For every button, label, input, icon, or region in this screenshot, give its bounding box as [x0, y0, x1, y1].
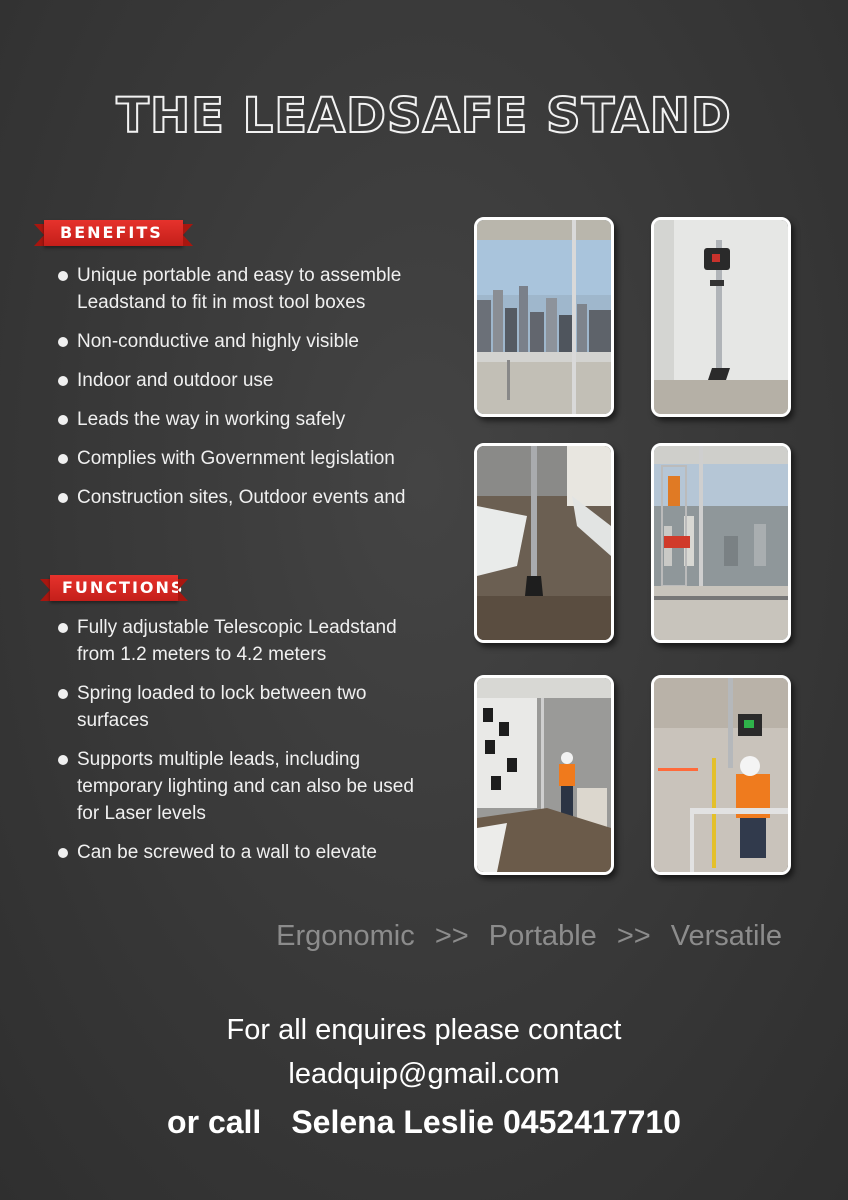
- bullet-icon: [58, 376, 68, 386]
- list-item: Unique portable and easy to assemble Leadstand to fit in most tool boxes: [56, 262, 426, 316]
- page-title: THE LEADSAFE STAND: [116, 88, 732, 144]
- list-item: Fully adjustable Telescopic Leadstand from 1.2 meters to 4.2 meters: [56, 614, 426, 668]
- tagline-separator: >>: [434, 920, 469, 952]
- bullet-icon: [58, 337, 68, 347]
- benefits-list: [56, 262, 426, 523]
- tagline-word-ergonomic: Ergonomic: [276, 920, 415, 952]
- bullet-icon: [58, 689, 68, 699]
- photo-wall-mount: [651, 217, 791, 417]
- functions-ribbon: [40, 575, 188, 601]
- functions-heading: FUNCTIONS: [50, 575, 178, 601]
- photo-site-ground: [474, 443, 614, 643]
- bullet-icon: [58, 271, 68, 281]
- bullet-icon: [58, 848, 68, 858]
- call-details: Selena Leslie 0452417710: [291, 1104, 681, 1140]
- list-item: Supports multiple leads, including temporary lighting and can also be used for Laser levels: [56, 746, 426, 827]
- list-item: Spring loaded to lock between two surfaces: [56, 680, 426, 734]
- bullet-icon: [58, 623, 68, 633]
- photo-worker-walkway: [474, 675, 614, 875]
- list-item: Can be screwed to a wall to elevate: [56, 839, 426, 866]
- list-item: Indoor and outdoor use: [56, 367, 426, 394]
- tagline-word-versatile: Versatile: [670, 920, 782, 952]
- benefits-heading: BENEFITS: [44, 220, 183, 246]
- bullet-icon: [58, 454, 68, 464]
- list-item: Complies with Government legislation: [56, 445, 426, 472]
- functions-list: [56, 614, 426, 878]
- bullet-icon: [58, 493, 68, 503]
- contact-intro: For all enquires please contact: [226, 1014, 622, 1046]
- contact-call: [0, 1104, 848, 1141]
- photo-scaffold-city: [651, 443, 791, 643]
- call-prefix: or call: [167, 1104, 262, 1140]
- tagline-separator: >>: [616, 920, 651, 952]
- list-item: Construction sites, Outdoor events and: [56, 484, 426, 511]
- list-item: Non-conductive and highly visible: [56, 328, 426, 355]
- list-item: Leads the way in working safely: [56, 406, 426, 433]
- photo-city-balcony: [474, 217, 614, 417]
- photo-worker-laser: [651, 675, 791, 875]
- bullet-icon: [58, 415, 68, 425]
- benefits-ribbon: [34, 220, 184, 246]
- tagline: [270, 920, 788, 953]
- contact-email: leadquip@gmail.com: [288, 1058, 560, 1090]
- bullet-icon: [58, 755, 68, 765]
- tagline-word-portable: Portable: [488, 920, 597, 952]
